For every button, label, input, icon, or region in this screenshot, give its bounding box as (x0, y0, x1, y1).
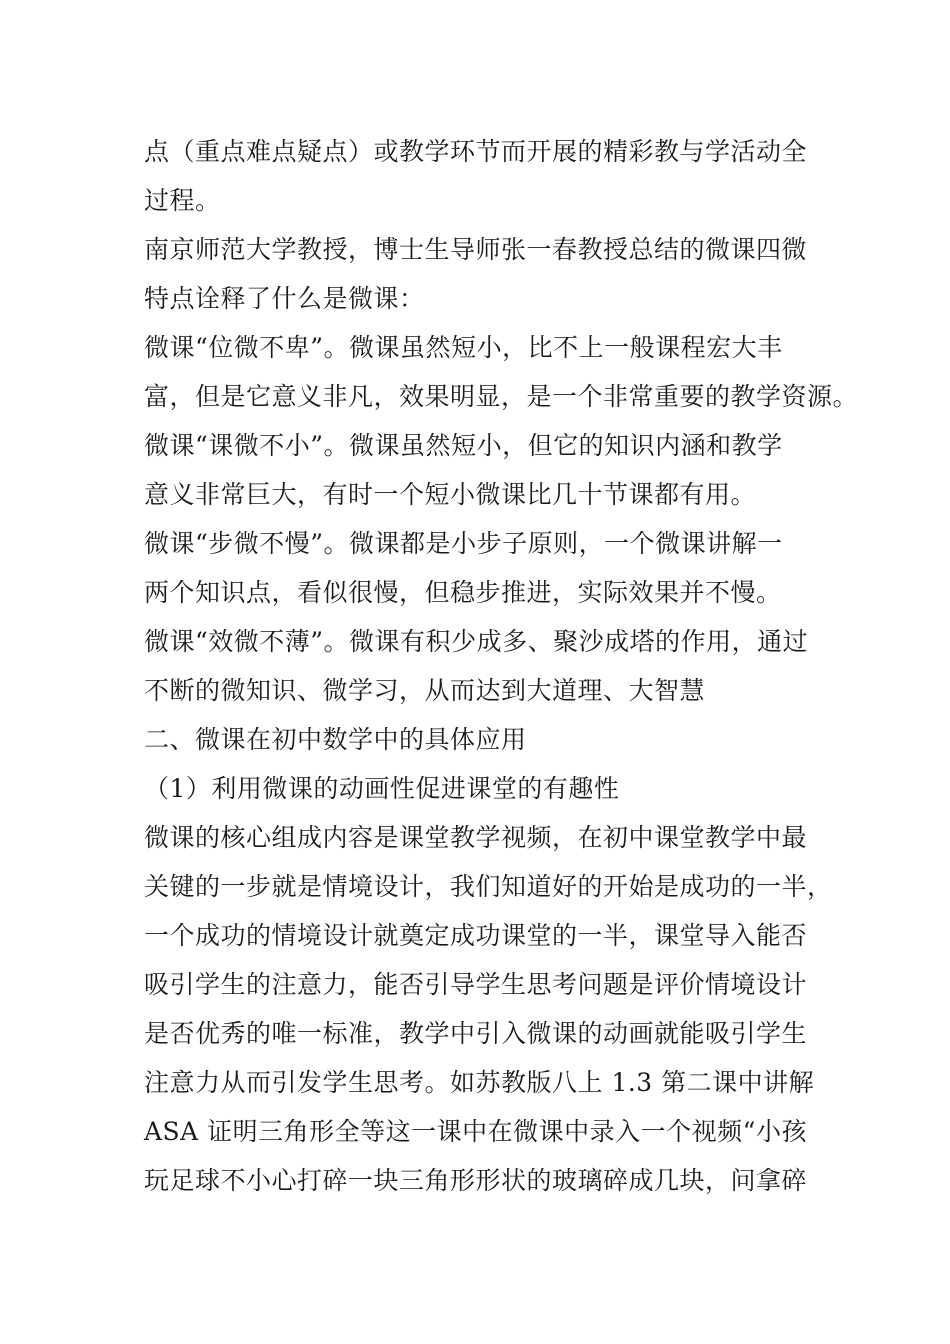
text-line: 特点诠释了什么是微课： (144, 284, 425, 313)
text-line: 吸引学生的注意力，能否引导学生思考问题是评价情境设计 (144, 970, 808, 999)
text-line: 微课“位微不卑”。微课虽然短小，比不上一般课程宏大丰 (144, 333, 783, 362)
text-line: 玩足球不小心打碎一块三角形形状的玻璃碎成几块，问拿碎 (144, 1166, 808, 1195)
document-body (144, 127, 859, 1205)
text-line: 富，但是它意义非凡，效果明显，是一个非常重要的教学资源。 (144, 382, 859, 411)
text-line: 是否优秀的唯一标准，教学中引入微课的动画就能吸引学生 (144, 1019, 808, 1048)
text-line: 微课“效微不薄”。微课有积少成多、聚沙成塔的作用，通过 (144, 627, 809, 656)
text-line: 点（重点难点疑点）或教学环节而开展的精彩教与学活动全 (144, 137, 808, 166)
text-line: 微课的核心组成内容是课堂教学视频，在初中课堂教学中最 (144, 823, 808, 852)
text-line: 两个知识点，看似很慢，但稳步推进，实际效果并不慢。 (144, 578, 782, 607)
text-line: 不断的微知识、微学习，从而达到大道理、大智慧 (144, 676, 706, 705)
text-line: 关键的一步就是情境设计，我们知道好的开始是成功的一半， (144, 872, 833, 901)
text-line: 南京师范大学教授，博士生导师张一春教授总结的微课四微 (144, 235, 808, 264)
text-line: 注意力从而引发学生思考。如苏教版八上 1.3 第二课中讲解 (144, 1068, 815, 1097)
text-line: 意义非常巨大，有时一个短小微课比几十节课都有用。 (144, 480, 757, 509)
text-line: 一个成功的情境设计就奠定成功课堂的一半，课堂导入能否 (144, 921, 808, 950)
section-heading: 二、微课在初中数学中的具体应用 (144, 725, 527, 754)
text-line: ASA 证明三角形全等这一课中在微课中录入一个视频“小孩 (144, 1117, 807, 1146)
subsection-heading: （1）利用微课的动画性促进课堂的有趣性 (144, 774, 620, 803)
text-line: 过程。 (144, 186, 221, 215)
text-line: 微课“课微不小”。微课虽然短小，但它的知识内涵和教学 (144, 431, 783, 460)
text-line: 微课“步微不慢”。微课都是小步子原则，一个微课讲解一 (144, 529, 783, 558)
